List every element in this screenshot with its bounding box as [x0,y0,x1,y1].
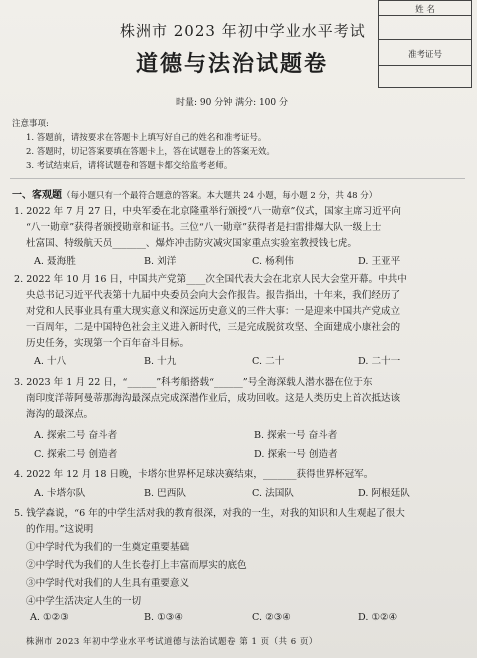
student-info-box [378,0,472,88]
question-4-line: 4. 2022 年 12 月 18 日晚，卡塔尔世界杯足球决赛结束，_______获得世界杯冠军。 [14,469,374,480]
q3-option-d: D. 探索一号 创造者 [254,449,338,460]
q5-statement: ③中学时代对我们的人生具有重要意义 [26,578,190,589]
q4-option-d: D. 阿根廷队 [358,488,410,499]
q5-statement: ④中学生活决定人生的一切 [26,596,142,607]
question-3-line: 南印度洋蒂阿曼蒂那海沟最深点完成深潜作业后，成功回收。这是人类历史上首次抵达该 [26,393,401,404]
section-note: （每小题只有一个最符合题意的答案。本大题共 24 小题，每小题 2 分，共 48 分） [62,191,378,201]
exam-title: 株洲市 2023 年初中学业水平考试 [120,22,366,40]
q1-option-a: A. 聂海胜 [34,256,76,267]
question-2-line: 央总书记习近平代表第十九届中央委员会向大会作报告。报告指出，十年来，我们经历了 [26,290,401,301]
q5-option-a: A. ①②③ [30,612,69,623]
question-2-line: 一百周年，二是中国特色社会主义进入新时代，三是完成脱贫攻坚、全面建成小康社会的 [26,322,401,333]
q4-option-b: B. 巴西队 [144,488,186,499]
note-item: 2. 答题时，切记答案要填在答题卡上，答在试题卷上的答案无效。 [26,147,275,157]
q3-option-a: A. 探索二号 奋斗者 [34,430,118,441]
name-label: 姓 名 [415,5,435,15]
subject-title: 道德与法治试题卷 [136,52,329,77]
q2-option-a: A. 十八 [34,356,67,367]
q5-option-d: D. ①②④ [358,612,398,623]
question-1-line: “八一勋章”获得者颁授勋章和证书。三位“八一勋章”获得者是扫雷排爆大队一级上士 [26,222,382,233]
exam-number-label: 准考证号 [407,50,442,60]
q4-option-a: A. 卡塔尔队 [34,488,86,499]
exam-meta: 时量: 90 分钟 满分: 100 分 [176,98,288,108]
q3-option-c: C. 探索二号 创造者 [34,449,118,460]
question-2-line: 历史任务，实现第一个百年奋斗目标。 [26,338,190,349]
question-5-line: 5. 钱学森说，“6 年的中学生活对我的教育很深，对我的一生，对我的知识和人生观起了很大 [14,508,405,519]
q2-option-d: D. 二十一 [358,356,401,367]
q5-option-b: B. ①③④ [144,612,183,623]
q5-statement: ①中学时代为我们的一生奠定重要基础 [26,542,190,553]
page-footer: 株洲市 2023 年初中学业水平考试道德与法治试题卷 第 1 页（共 6 页） [26,637,318,647]
q2-option-b: B. 十九 [144,356,177,367]
note-item: 3. 考试结束后，请将试题卷和答题卡都交给监考老师。 [26,161,233,171]
notes-heading: 注意事项: [12,119,49,129]
section-heading [12,186,377,201]
question-1-line: 1. 2022 年 7 月 27 日，中央军委在北京隆重举行颁授“八一勋章”仪式，国家主席习近平向 [14,206,401,217]
question-2-line: 对党和人民事业具有重大现实意义和深远历史意义的三件大事：一是迎来中国共产党成立 [26,306,401,317]
question-3-line: 3. 2023 年 1 月 22 日，“______”科考船搭载“______”号全海深载人潜水器在位于东 [14,377,373,388]
question-3-line: 海沟的最深点。 [26,409,94,420]
q3-option-b: B. 探索一号 奋斗者 [254,430,338,441]
question-1-line: 杜富国、特级航天员_______、爆炸冲击防灾减灾国家重点实验室教授钱七虎。 [26,238,357,249]
note-item: 1. 答题前，请按要求在答题卡上填写好自己的姓名和准考证号。 [26,133,267,143]
q4-option-c: C. 法国队 [252,488,294,499]
section-title: 一、客观题 [12,190,62,201]
q5-option-c: C. ②③④ [252,612,291,623]
q2-option-c: C. 二十 [252,356,285,367]
q1-option-d: D. 王亚平 [358,256,401,267]
question-2-line: 2. 2022 年 10 月 16 日，中国共产党第____次全国代表大会在北京人民大会堂开幕。中共中 [14,274,407,285]
q5-statement: ②中学时代为我们的人生长卷打上丰富而厚实的底色 [26,560,247,571]
q1-option-c: C. 杨利伟 [252,256,294,267]
question-5-line: 的作用。”这说明 [26,524,94,535]
q1-option-b: B. 刘洋 [144,256,177,267]
